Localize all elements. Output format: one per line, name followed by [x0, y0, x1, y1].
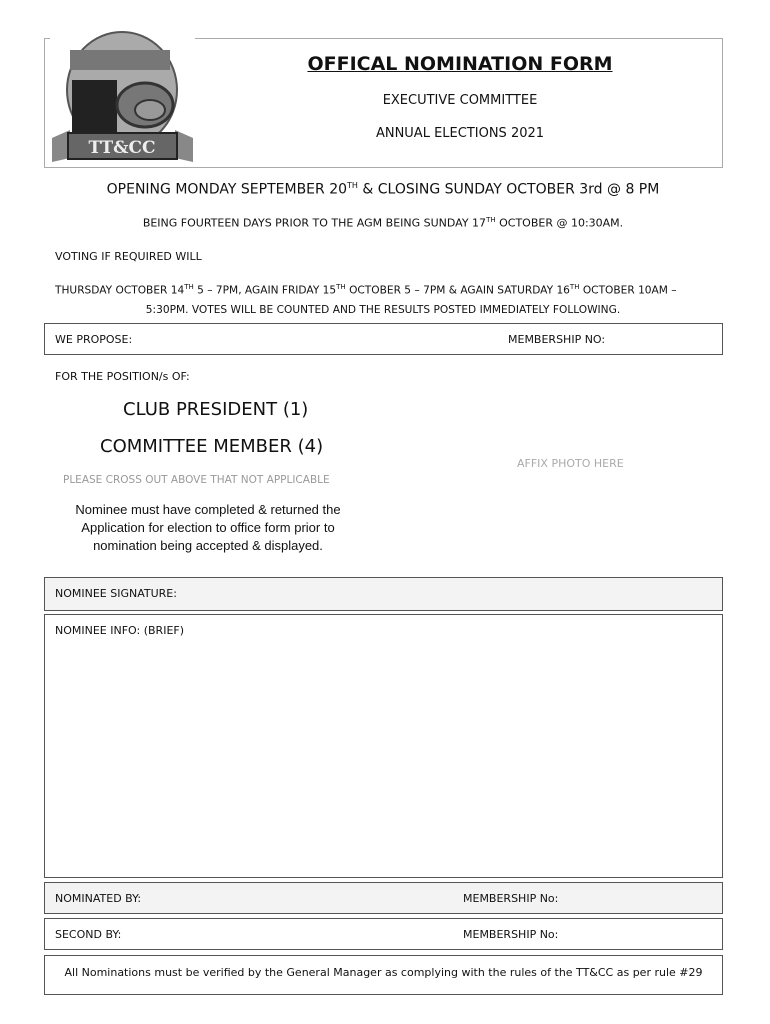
verification-text: All Nominations must be verified by the General Manager as complying with the rules of the TT&CC as per rule #29	[64, 966, 703, 979]
membership-no-label: MEMBERSHIP NO:	[508, 333, 606, 346]
nominated-by-label: NOMINATED BY:	[55, 892, 142, 905]
requirement-line: Application for election to office form prior to	[81, 520, 335, 535]
affix-photo-placeholder: AFFIX PHOTO HERE	[517, 457, 624, 470]
nominated-by-field[interactable]	[44, 882, 723, 914]
position-committee-member: COMMITTEE MEMBER (4)	[100, 436, 324, 457]
form-title: OFFICAL NOMINATION FORM	[307, 53, 613, 75]
header-subtitle-committee: EXECUTIVE COMMITTEE	[382, 93, 538, 108]
we-propose-field[interactable]	[44, 323, 723, 355]
nominee-requirement	[40, 501, 376, 555]
position-club-president: CLUB PRESIDENT (1)	[123, 399, 309, 420]
second-membership-label: MEMBERSHIP No:	[463, 928, 559, 941]
voting-times-cont: 5:30PM. VOTES WILL BE COUNTED AND THE RESULTS POSTED IMMEDIATELY FOLLOWING.	[145, 304, 621, 316]
club-logo	[50, 30, 195, 165]
requirement-line: nomination being accepted & displayed.	[93, 538, 323, 553]
cross-out-note: PLEASE CROSS OUT ABOVE THAT NOT APPLICABLE	[63, 474, 330, 486]
verification-footer	[44, 955, 723, 995]
second-by-field[interactable]	[44, 918, 723, 950]
nominee-info-label: NOMINEE INFO: (BRIEF)	[55, 624, 185, 637]
nominee-signature-label: NOMINEE SIGNATURE:	[55, 587, 177, 600]
header-subtitle-elections: ANNUAL ELECTIONS 2021	[375, 126, 545, 141]
we-propose-label: WE PROPOSE:	[55, 333, 133, 346]
voting-intro: VOTING IF REQUIRED WILL	[55, 250, 202, 263]
requirement-line: Nominee must have completed & returned the	[75, 502, 341, 517]
nominee-info-field[interactable]	[44, 614, 723, 878]
voting-times: THURSDAY OCTOBER 14TH 5 – 7PM, AGAIN FRIDAY 15TH OCTOBER 5 – 7PM & AGAIN SATURDAY 16TH OCTOBER 10AM –	[55, 283, 677, 297]
nominee-signature-field[interactable]	[44, 577, 723, 611]
svg-text:TT&CC: TT&CC	[88, 138, 156, 158]
opening-closing-dates: OPENING MONDAY SEPTEMBER 20TH & CLOSING SUNDAY OCTOBER 3rd @ 8 PM	[106, 181, 660, 198]
second-by-label: SECOND BY:	[55, 928, 122, 941]
nominated-membership-label: MEMBERSHIP No:	[463, 892, 559, 905]
position-label: FOR THE POSITION/s OF:	[55, 370, 190, 383]
agm-note: BEING FOURTEEN DAYS PRIOR TO THE AGM BEING SUNDAY 17TH OCTOBER @ 10:30AM.	[142, 216, 624, 230]
